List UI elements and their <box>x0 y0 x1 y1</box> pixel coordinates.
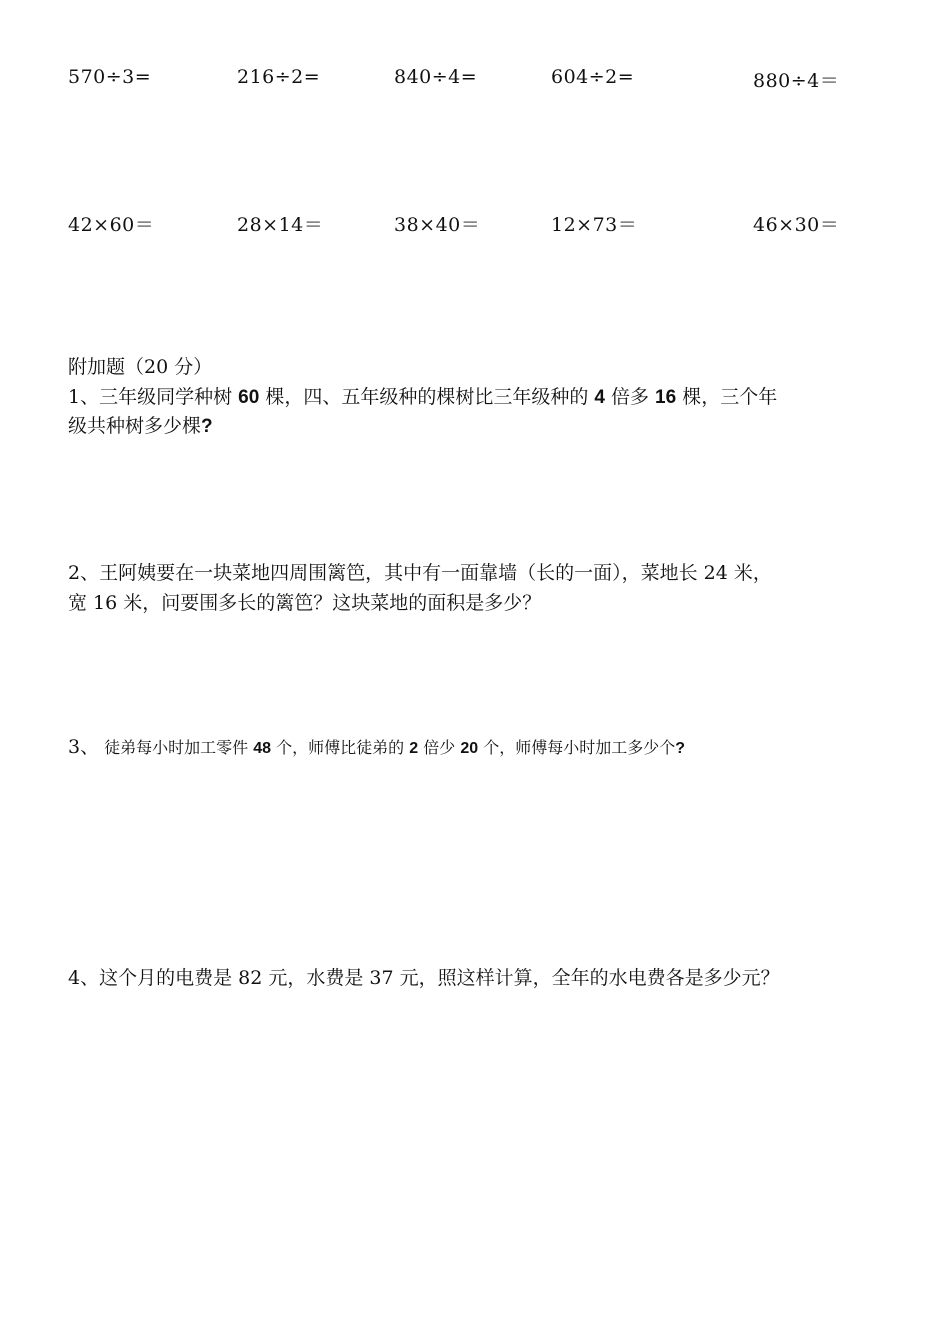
q3-number-label: 3、 <box>68 736 100 758</box>
q3-text: 倍少 <box>418 738 461 757</box>
multiplication-problem-3: 38×40＝ <box>394 214 481 236</box>
bonus-section-title: 附加题（20 分） <box>68 356 213 378</box>
bonus-question-4: 4、这个月的电费是 82 元，水费是 37 元，照这样计算，全年的水电费各是多少元？ <box>68 967 780 989</box>
multiplication-problem-5: 46×30＝ <box>753 214 840 236</box>
division-problem-4: 604÷2= <box>551 66 635 88</box>
q1-text: 级共种树多少棵 <box>68 415 202 437</box>
division-problem-2: 216÷2= <box>237 66 321 88</box>
q3-text: 个，师傅比徒弟的 <box>271 738 410 757</box>
bonus-question-2-line-2: 宽 16 米，问要围多长的篱笆？这块菜地的面积是多少？ <box>68 592 542 614</box>
q3-question-mark: ? <box>675 740 686 757</box>
multiplication-row <box>0 210 950 240</box>
q1-text: 棵，四、五年级种的棵树比三年级种的 <box>259 386 595 408</box>
q1-number: 16 <box>655 387 677 408</box>
q1-text: 倍多 <box>604 386 656 408</box>
q1-question-mark: ? <box>201 416 213 437</box>
multiplication-problem-4: 12×73＝ <box>551 214 638 236</box>
q1-number: 60 <box>238 387 260 408</box>
multiplication-problem-2: 28×14＝ <box>237 214 324 236</box>
q1-number: 4 <box>594 387 605 408</box>
bonus-question-2-line-1: 2、王阿姨要在一块菜地四周围篱笆，其中有一面靠墙（长的一面），菜地长 24 米， <box>68 562 772 584</box>
q3-number: 48 <box>253 740 272 757</box>
division-problem-1: 570÷3= <box>68 66 152 88</box>
division-problem-3: 840÷4= <box>394 66 478 88</box>
q3-text: 个，师傅每小时加工多少个 <box>478 738 676 757</box>
q3-number: 2 <box>409 740 419 757</box>
bonus-question-1-line-1 <box>68 382 777 413</box>
bonus-question-1-line-2 <box>68 411 213 442</box>
multiplication-problem-1: 42×60＝ <box>68 214 155 236</box>
q3-number: 20 <box>460 740 479 757</box>
bonus-question-3 <box>68 732 685 764</box>
q3-text: 徒弟每小时加工零件 <box>99 738 254 757</box>
division-row <box>0 66 950 96</box>
q1-text: 棵，三个年 <box>676 386 778 408</box>
division-problem-5: 880÷4＝ <box>753 70 840 92</box>
q1-text: 1、三年级同学种树 <box>68 386 239 408</box>
